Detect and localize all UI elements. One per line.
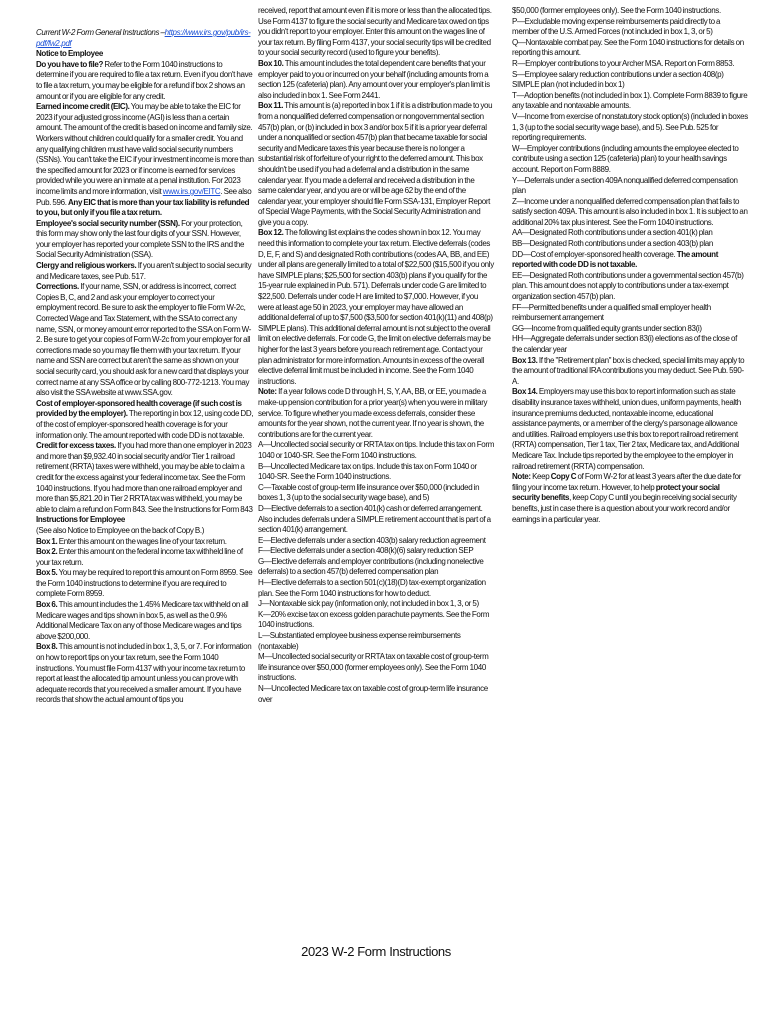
body-text: BB—Designated Roth contributions under a section 403(b) plan <box>512 239 713 249</box>
paragraph <box>512 334 748 355</box>
body-text: G—Elective deferrals and employer contributions (including nonelective deferrals) to a section 457(b) deferred compensation plan <box>258 556 484 577</box>
body-text: L—Substantiated employee business expense reimbursements (nontaxable) <box>258 631 461 651</box>
paragraph <box>258 599 494 610</box>
body-text: AA—Designated Roth contributions under a section 401(k) plan <box>512 228 713 238</box>
bold-text: Employee's social security number (SSN). <box>36 218 180 228</box>
paragraph <box>36 642 254 706</box>
paragraph <box>258 440 494 461</box>
paragraph <box>258 59 494 101</box>
paragraph <box>36 515 254 526</box>
body-text: P—Excludable moving expense reimbursements paid directly to a member of the U.S. Armed Forces (not included in box 1, 3, or 5) <box>512 16 721 37</box>
paragraph <box>36 399 254 441</box>
bold-text: protect your social security benefits <box>512 482 720 503</box>
body-text: This amount is not included in box 1, 3, 5, or 7. For information on how to report tips on your tax return, see the Form 1040 instructions. You must file Form 4137 with your income tax return to report at least the allocated tip amount unless you can prove with adequate records that you received a smaller amount. If you have records that show the actual amount of tips you <box>36 642 252 705</box>
body-text: M—Uncollected social security or RRTA tax on taxable cost of group-term life insurance over $50,000 (former employees only). See the Form 1040 instructions. <box>258 652 489 683</box>
bold-text: Box 14. <box>512 387 538 397</box>
body-text: , keep Copy C until you begin receiving social security benefits, just in case there is a question about your work record and/or earnings in a particular year. <box>512 493 737 524</box>
paragraph <box>36 547 254 568</box>
paragraph <box>512 38 748 59</box>
bold-text: Box 8. <box>36 642 58 652</box>
paragraph <box>258 557 494 578</box>
header-url-link[interactable]: https://www.irs.gov/pub/irs-pdf/fw2.pdf <box>36 28 251 48</box>
body-text: Refer to the Form 1040 instructions to determine if you are required to file a tax return. Even if you don't have to file a tax return, you may be eligible for a refund if box 2 shows an amount or if you are eligible for any credit. <box>36 59 253 101</box>
body-text: HH—Aggregate deferrals under section 83(i) elections as of the close of the calendar year <box>512 334 737 354</box>
paragraph <box>36 568 254 600</box>
body-text: N—Uncollected Medicare tax on taxable cost of group-term life insurance over <box>258 684 488 704</box>
paragraph <box>258 610 494 631</box>
paragraph <box>512 70 748 91</box>
paragraph <box>512 17 748 38</box>
paragraph <box>512 228 748 239</box>
bold-text: Clergy and religious workers. <box>36 261 137 271</box>
paragraph <box>258 546 494 557</box>
paragraph <box>512 59 748 70</box>
body-text: E—Elective deferrals under a section 403(b) salary reduction agreement <box>258 535 486 545</box>
bold-text: Copy C <box>550 472 577 482</box>
body-text: This amount is (a) reported in box 1 if it is a distribution made to you from a nonqualified deferred compensation or nongovernmental section 457(b) plan, or (b) included in box 3 and/or box 5 if it is a prior year deferral under a nonqualified or section 457(b) plan that became taxable for social security and Medicare taxes this year because there is no longer a substantial risk of forfeiture of your right to the deferred amount. This box shouldn't be used if you had a deferral and a distribution in the same calendar year. If you made a deferral and received a distribution in the same calendar year, and you are or will be age 62 by the end of the calendar year, your employer should file Form SSA-131, Employer Report of Special Wage Payments, with the Social Security Administration and give you a copy. <box>258 101 493 227</box>
body-text: If your name, SSN, or address is incorrect, correct Copies B, C, and 2 and ask your employer to correct your employment record. Be sure to ask the employer to file Form W-2c, Corrected Wage and Tax Statement, with the SSA to correct any name, SSN, or money amount error reported to the SSA on Form W-2. Be sure to get your copies of Form W-2c from your employer for all corrections made so you may file them with your tax return. If your name and SSN are correct but aren't the same as shown on your social security card, you should ask for a new card that displays your correct name at any SSA office or by calling 800-772-1213. You may also visit the SSA website at www.SSA.gov. <box>36 282 252 398</box>
paragraph <box>512 112 748 144</box>
paragraph <box>512 197 748 229</box>
paragraph <box>36 49 254 60</box>
bold-text: Do you have to file? <box>36 59 104 69</box>
paragraph <box>258 684 494 705</box>
bold-text: Box 11. <box>258 101 284 111</box>
body-text: J—Nontaxable sick pay (information only, not included in box 1, 3, or 5) <box>258 599 479 609</box>
body-text: Q—Nontaxable combat pay. See the Form 1040 instructions for details on reporting this amount. <box>512 37 744 58</box>
bold-text: Credit for excess taxes. <box>36 441 116 451</box>
body-text: The reporting in box 12, using code DD, of the cost of employer-sponsored health coverage is for your information only. The amount reported with code DD is not taxable. <box>36 409 254 440</box>
bold-text: Any EIC that is more than your tax liability is refunded to you, but only if you file a tax return. <box>36 197 250 218</box>
paragraph <box>258 387 494 440</box>
body-text: Z—Income under a nonqualified deferred compensation plan that fails to satisfy section 409A. This amount is also included in box 1. It is subject to an additional 20% tax plus interest. See the Form 1040 instructions. <box>512 196 748 227</box>
paragraph <box>258 536 494 547</box>
body-text: W—Employer contributions (including amounts the employee elected to contribute using a section 125 (cafeteria) plan) to your health savings account. Report on Form 8889. <box>512 143 739 174</box>
bold-text: Cost of employer-sponsored health coverage (if such cost is provided by the employer). <box>36 398 242 419</box>
paragraph <box>512 250 748 271</box>
body-text: B—Uncollected Medicare tax on tips. Include this tax on Form 1040 or 1040-SR. See the Form 1040 instructions. <box>258 461 477 482</box>
paragraph <box>258 462 494 483</box>
paragraph <box>512 239 748 250</box>
body-text: R—Employer contributions to your Archer MSA. Report on Form 8853. <box>512 58 735 68</box>
body-text: D—Elective deferrals to a section 401(k) cash or deferred arrangement. Also includes deferrals under a SIMPLE retirement account that is part of a section 401(k) arrangement. <box>258 503 491 535</box>
bold-text: Notice to Employee <box>36 49 103 59</box>
body-text: You may be required to report this amount on Form 8959. See the Form 1040 instructions to determine if you are required to complete Form 8959. <box>36 568 253 599</box>
column-3 <box>512 6 748 525</box>
bold-text: The amount reported with code DD is not taxable. <box>512 249 719 270</box>
bold-text: Earned income credit (EIC). <box>36 102 130 112</box>
paragraph <box>36 219 254 261</box>
paragraph <box>512 472 748 525</box>
paragraph <box>512 387 748 472</box>
body-text: C—Taxable cost of group-term life insurance over $50,000 (included in boxes 1, 3 (up to the social security wage base), and 5) <box>258 482 480 503</box>
eitc-link[interactable]: www.irs.gov/EITC <box>162 186 221 196</box>
paragraph <box>258 652 494 684</box>
body-text: DD—Cost of employer-sponsored health coverage. <box>512 249 677 259</box>
body-text: If a year follows code D through H, S, Y, AA, BB, or EE, you made a make-up pension contribution for a prior year(s) when you were in military service. To figure whether you made excess deferrals, consider these amounts for the year shown, not the current year. If no year is shown, the contributions are for the current year. <box>258 387 488 439</box>
paragraph <box>258 228 494 387</box>
body-text: GG—Income from qualified equity grants under section 83(i) <box>512 323 702 333</box>
paragraph <box>36 537 254 548</box>
bold-text: Instructions for Employee <box>36 515 125 525</box>
body-text: K—20% excise tax on excess golden parachute payments. See the Form 1040 instructions. <box>258 609 490 630</box>
bold-text: Box 13. <box>512 355 538 365</box>
header-line <box>36 28 254 49</box>
body-text: S—Employee salary reduction contributions under a section 408(p) SIMPLE plan (not included in box 1) <box>512 69 724 90</box>
paragraph <box>258 578 494 599</box>
body-text: The following list explains the codes shown in box 12. You may need this information to complete your tax return. Elective deferrals (codes D, E, F, and S) and designated Roth contributions (codes AA, BB, and EE) under all plans are generally limited to a total of $22,500 ($15,500 if you only have SIMPLE plans; $25,500 for section 403(b) plans if you qualify for the 15-year rule explained in Pub. 571). Deferrals under code G are limited to $22,500. Deferrals under code H are limited to $7,000. However, if you were at least age 50 in 2023, your employer may have allowed an additional deferral of up to $7,500 ($3,500 for section 401(k)(11) and 408(p) SIMPLE plans). This additional deferral amount is not subject to the overall limit on elective deferrals. For code G, the limit on elective deferrals may be higher for the last 3 years before you reach retirement age. Contact your plan administrator for more information. Amounts in excess of the overall elective deferral limit must be included in income. See the Form 1040 instructions. <box>258 228 494 386</box>
paragraph <box>512 271 748 303</box>
paragraph <box>258 101 494 228</box>
paragraph <box>512 324 748 335</box>
paragraph <box>512 303 748 324</box>
paragraph <box>36 600 254 642</box>
bold-text: Box 5. <box>36 568 58 578</box>
paragraph <box>36 102 254 219</box>
body-text: EE—Designated Roth contributions under a governmental section 457(b) plan. This amount does not apply to contributions under a tax-exempt organization section 457(b) plan. <box>512 270 744 302</box>
paragraph <box>512 356 748 388</box>
body-text: received, report that amount even if it is more or less than the allocated tips. Use Form 4137 to figure the social security and Medicare tax owed on tips you didn't report to your employer. Enter this amount on the wages line of your tax return. By filing Form 4137, your social security tips will be credited to your social security record (used to figure your benefits). <box>258 6 492 58</box>
body-text: Employers may use this box to report information such as state disability insurance taxes withheld, union dues, uniform payments, health insurance premiums deducted, nontaxable income, educational assistance payments, or a member of the clergy's parsonage allowance and utilities. Railroad employers use this box to report railroad retirement (RRTA) compensation, Tier 1 tax, Tier 2 tax, Medicare tax, and Additional Medicare Tax. Include tips reported by the employee to the employer in railroad retirement (RRTA) compensation. <box>512 387 741 471</box>
body-text: For your protection, this form may show only the last four digits of your SSN. However, your employer has reported your complete SSN to the IRS and the Social Security Administration (SSA). <box>36 218 245 260</box>
body-text: Enter this amount on the wages line of your tax return. <box>57 536 227 546</box>
paragraph <box>258 483 494 504</box>
body-text: This amount includes the total dependent care benefits that your employer paid to you or incurred on your behalf (including amounts from a section 125 (cafeteria) plan). Any amount over your employer's plan limit is also included in box 1. See Form 2441. <box>258 58 490 100</box>
body-text: If the "Retirement plan" box is checked, special limits may apply to the amount of traditional IRA contributions you may deduct. See Pub. 590-A. <box>512 355 745 386</box>
column-2 <box>258 6 494 705</box>
paragraph <box>36 261 254 282</box>
body-text: H—Elective deferrals to a section 501(c)(18)(D) tax-exempt organization plan. See the Form 1040 instructions for how to deduct. <box>258 578 486 598</box>
bold-text: Box 10. <box>258 58 284 68</box>
body-text: If you had more than one employer in 2023 and more than $9,932.40 in social security and/or Tier 1 railroad retirement (RRTA) taxes were withheld, you may be able to claim a credit for the excess against your federal income tax. See the Form 1040 instructions. If you had more than one railroad employer and more than $5,821.20 in Tier 2 RRTA tax was withheld, you may be able to claim a refund on Form 843. See the Instructions for Form 843 <box>36 441 253 514</box>
paragraph <box>36 526 254 537</box>
body-text: This amount includes the 1.45% Medicare tax withheld on all Medicare wages and tips shown in box 5, as well as the 0.9% Additional Medicare Tax on any of those Medicare wages and tips above $200,000. <box>36 600 249 641</box>
paragraph <box>258 631 494 652</box>
body-text: (See also Notice to Employee on the back of Copy B.) <box>36 525 205 535</box>
bold-text: Box 1. <box>36 536 58 546</box>
column-1 <box>36 28 254 706</box>
bold-text: Note: <box>512 472 531 482</box>
paragraph <box>512 6 748 17</box>
paragraph <box>36 282 254 399</box>
body-text: You may be able to take the EIC for 2023 if your adjusted gross income (AGI) is less than a certain amount. The amount of the credit is based on income and family size. Workers without children could qualify for a smaller credit. You and any qualifying children must have valid social security numbers (SSNs). You can't take the EIC if your investment income is more than the specified amount for 2023 or if income is earned for services provided while you were an inmate at a penal institution. For 2023 income limits and more information, visit <box>36 102 254 196</box>
bold-text: Box 12. <box>258 228 284 238</box>
footer-title: 2023 W-2 Form Instructions <box>301 944 451 959</box>
body-text: FF—Permitted benefits under a qualified small employer health reimbursement arrangement <box>512 302 711 323</box>
body-text: Keep <box>530 472 551 482</box>
header-title: Current W-2 Form General Instructions – <box>36 28 165 37</box>
paragraph <box>258 504 494 536</box>
bold-text: Box 2. <box>36 547 58 557</box>
bold-text: Note: <box>258 387 277 397</box>
body-text: If you aren't subject to social security and Medicare taxes, see Pub. 517. <box>36 261 252 281</box>
body-text: $50,000 (former employees only). See the Form 1040 instructions. <box>512 6 721 15</box>
paragraph <box>258 6 494 59</box>
paragraph <box>36 441 254 515</box>
body-text: A—Uncollected social security or RRTA tax on tips. Include this tax on Form 1040 or 1040-SR. See the Form 1040 instructions. <box>258 440 495 460</box>
body-text: Enter this amount on the federal income tax withheld line of your tax return. <box>36 547 243 567</box>
body-text: T—Adoption benefits (not included in box 1). Complete Form 8839 to figure any taxable and nontaxable amounts. <box>512 90 748 111</box>
body-text: . See also Pub. 596. <box>36 186 252 207</box>
body-text: V—Income from exercise of nonstatutory stock option(s) (included in boxes 1, 3 (up to the social security wage base), and 5). See Pub. 525 for reporting requirements. <box>512 111 748 143</box>
bold-text: Corrections. <box>36 282 79 292</box>
paragraph <box>512 176 748 197</box>
body-text: Y—Deferrals under a section 409A nonqualified deferred compensation plan <box>512 175 738 196</box>
bold-text: Box 6. <box>36 600 58 610</box>
paragraph <box>512 144 748 176</box>
paragraph <box>36 60 254 102</box>
body-text: F—Elective deferrals under a section 408(k)(6) salary reduction SEP <box>258 546 474 556</box>
body-text: of Form W-2 for at least 3 years after the due date for filing your income tax return. However, to help <box>512 472 742 492</box>
paragraph <box>512 91 748 112</box>
